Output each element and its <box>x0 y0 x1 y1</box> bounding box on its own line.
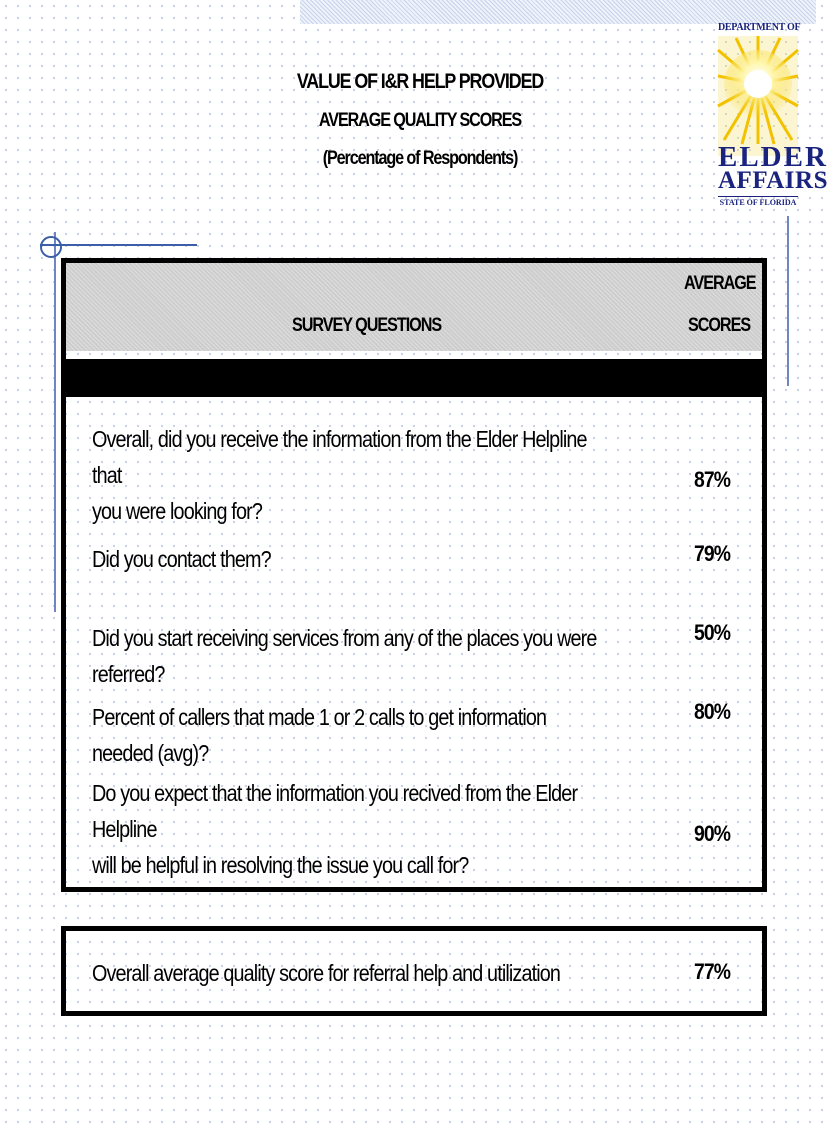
score-value: 50% <box>694 620 731 645</box>
logo-state-text: STATE OF FLORIDA <box>719 198 797 207</box>
page-title: VALUE OF I&R HELP PROVIDED <box>296 70 544 93</box>
score-value: 87% <box>694 467 731 492</box>
logo-department-text: DEPARTMENT OF <box>718 22 801 33</box>
overall-score-value: 77% <box>694 959 731 984</box>
question-text: Overall, did you receive the information from the Elder Helpline that you were looking for? <box>92 426 587 524</box>
score-value: 80% <box>694 699 731 724</box>
decorative-vertical-line-left <box>54 232 56 612</box>
decorative-horizontal-line <box>40 244 197 246</box>
question-text: Do you expect that the information you recived from the Elder Helpline will be helpful in resolving the issue you call for? <box>92 780 578 878</box>
page-subtitle-note: (Percentage of Respondents) <box>322 148 518 169</box>
decorative-circle <box>40 236 62 258</box>
overall-label: Overall average quality score for referral help and utilization <box>92 960 561 986</box>
header-scores: SCORES <box>688 315 751 336</box>
overall-score-box <box>61 926 767 1016</box>
elder-affairs-logo <box>718 22 828 212</box>
decorative-vertical-line-right <box>787 216 789 386</box>
survey-table <box>61 258 767 892</box>
header-divider-bar <box>66 359 762 397</box>
question-text: Did you start receiving services from any of the places you were referred? <box>92 625 597 687</box>
question-text: Percent of callers that made 1 or 2 calls to get information needed (avg)? <box>92 704 547 766</box>
table-header <box>66 263 762 351</box>
top-decorative-band <box>300 0 816 24</box>
score-value: 79% <box>694 541 731 566</box>
sun-icon <box>718 36 798 156</box>
logo-elder-text: ELDER <box>718 141 828 173</box>
header-average: AVERAGE <box>684 273 756 294</box>
header-survey-questions: SURVEY QUESTIONS <box>292 315 442 336</box>
score-value: 90% <box>694 821 731 846</box>
logo-affairs-text: AFFAIRS <box>718 167 828 194</box>
question-text: Did you contact them? <box>92 546 271 572</box>
page-subtitle: AVERAGE QUALITY SCORES <box>318 110 522 131</box>
